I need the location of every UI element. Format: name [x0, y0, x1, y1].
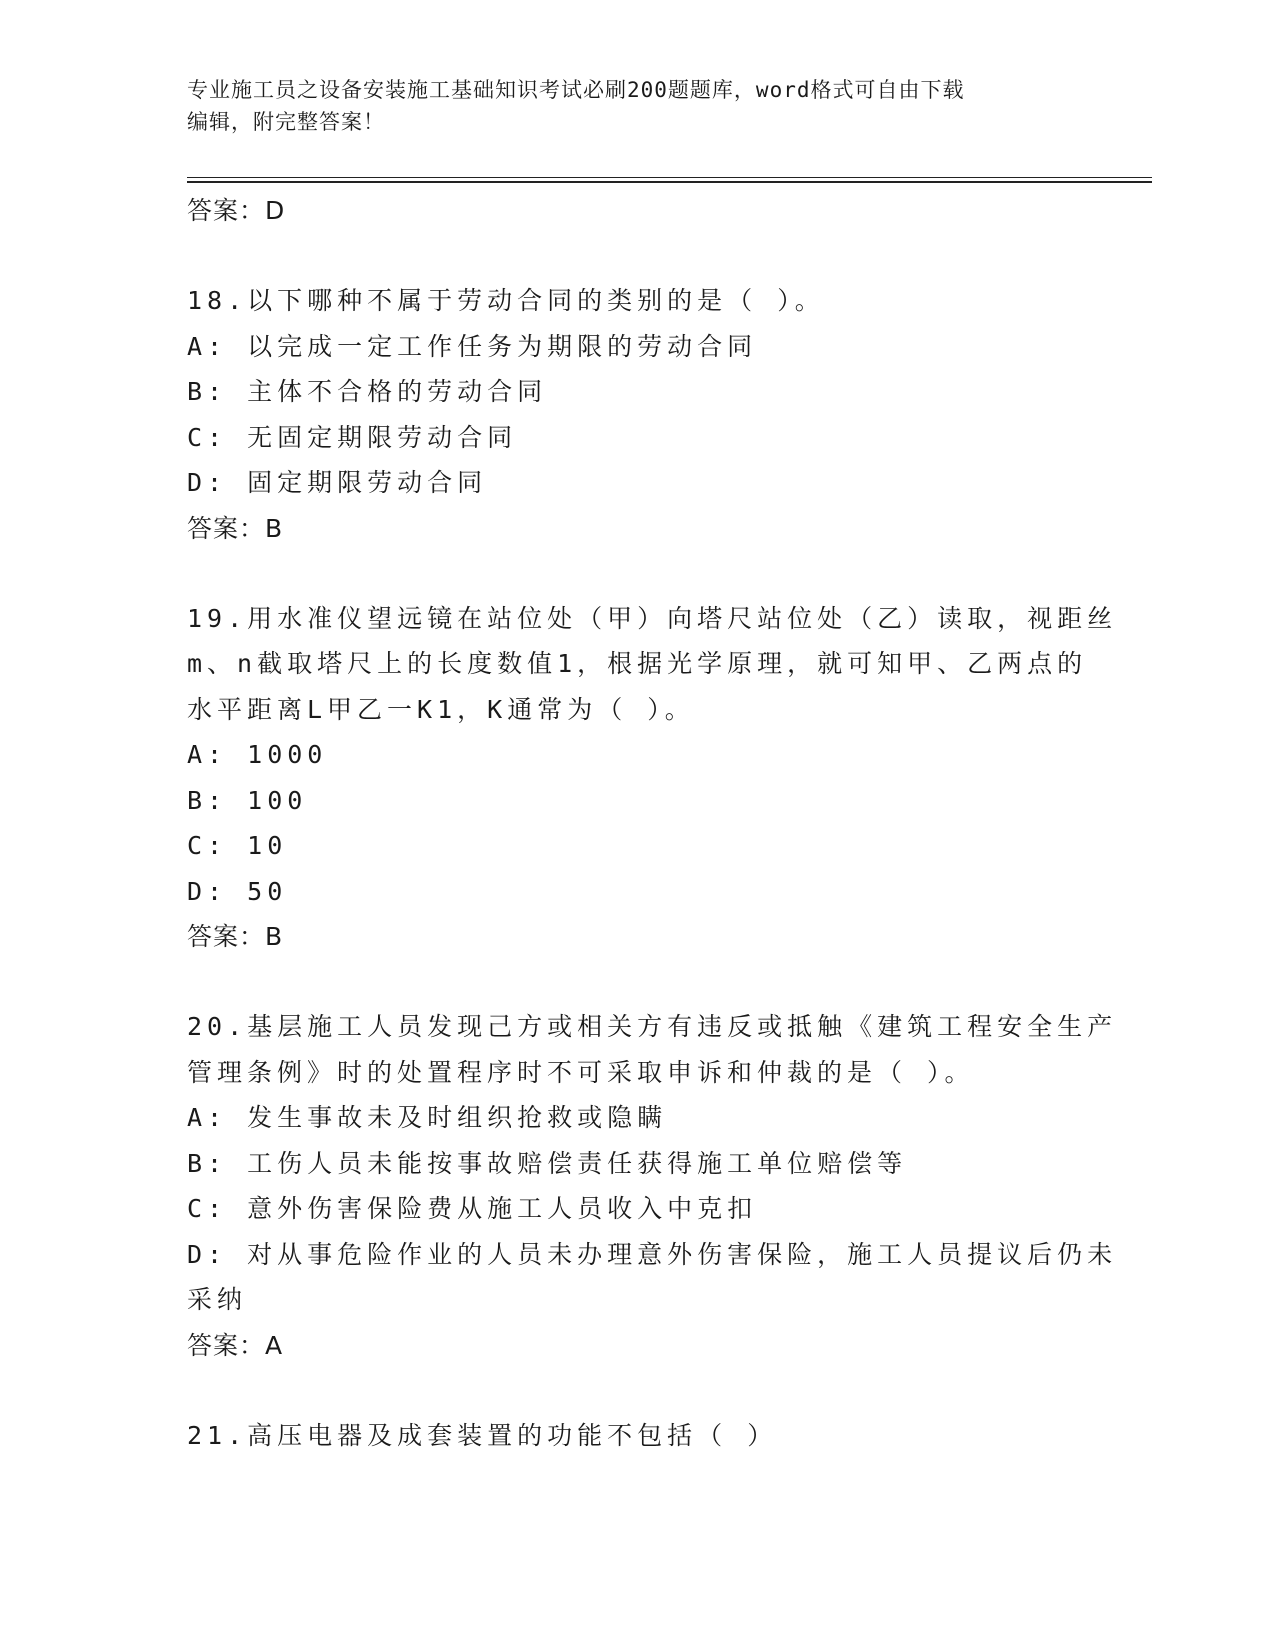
- question-18: [187, 278, 1087, 552]
- spacer: [187, 234, 1087, 278]
- option-b: B: 工伤人员未能按事故赔偿责任获得施工单位赔偿等: [187, 1148, 908, 1178]
- option-d-continued: 采纳: [187, 1285, 248, 1314]
- option-a: A: 以完成一定工作任务为期限的劳动合同: [187, 331, 758, 361]
- spacer: [187, 552, 1087, 596]
- question-stem: 管理条例》时的处置程序时不可采取申诉和仲裁的是（ ）。: [187, 1057, 975, 1087]
- question-21: [187, 1413, 1087, 1459]
- option-d: D: 50: [187, 876, 288, 906]
- option-c: C: 无固定期限劳动合同: [187, 422, 518, 452]
- question-stem: 19.用水准仪望远镜在站位处（甲）向塔尺站位处（乙）读取，视距丝: [187, 603, 1118, 633]
- option-c: C: 意外伤害保险费从施工人员收入中克扣: [187, 1194, 758, 1223]
- option-c: C: 10: [187, 831, 288, 860]
- question-stem: 水平距离L甲乙一K1，K通常为（ ）。: [187, 694, 695, 724]
- document-header: [187, 74, 1067, 138]
- header-line: 专业施工员之设备安装施工基础知识考试必刷200题题库，word格式可自由下载: [187, 78, 965, 102]
- spacer: [187, 1369, 1087, 1413]
- answer-18: 答案：B: [187, 513, 284, 543]
- header-line: 编辑，附完整答案！: [187, 110, 385, 134]
- question-stem: m、n截取塔尺上的长度数值1，根据光学原理，就可知甲、乙两点的: [187, 649, 1088, 678]
- question-stem: 20.基层施工人员发现己方或相关方有违反或抵触《建筑工程安全生产: [187, 1012, 1118, 1041]
- header-divider-thick: [187, 181, 1152, 183]
- answer-17: 答案：D: [187, 196, 286, 225]
- document-body: [187, 188, 1118, 1458]
- option-b: B: 主体不合格的劳动合同: [187, 377, 548, 406]
- question-19: [187, 596, 1118, 961]
- option-a: A: 1000: [187, 740, 328, 769]
- answer-20: 答案：A: [187, 1330, 284, 1360]
- question-stem: 21.高压电器及成套装置的功能不包括（ ）: [187, 1420, 778, 1450]
- question-stem: 18.以下哪种不属于劳动合同的类别的是（ ）。: [187, 286, 825, 315]
- option-d: D: 对从事危险作业的人员未办理意外伤害保险，施工人员提议后仍未: [187, 1239, 1118, 1269]
- spacer: [187, 960, 1087, 1004]
- question-20: [187, 1004, 1118, 1369]
- option-b: B: 100: [187, 785, 308, 815]
- option-a: A: 发生事故未及时组织抢救或隐瞒: [187, 1103, 668, 1132]
- option-d: D: 固定期限劳动合同: [187, 468, 488, 497]
- answer-19: 答案：B: [187, 922, 284, 951]
- header-divider-thin: [187, 177, 1152, 178]
